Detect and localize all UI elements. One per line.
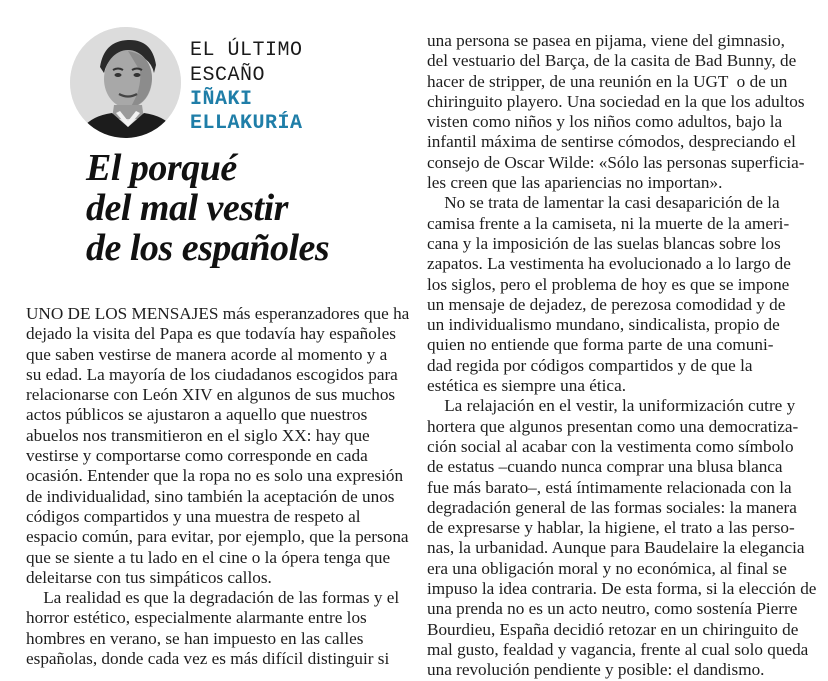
body-text-line: zapatos. La vestimenta ha evolucionado a lo largo de (427, 254, 791, 274)
body-text-line: espacio común, para evitar, por ejemplo, que la persona (26, 527, 409, 547)
headline-line: El porqué (86, 147, 237, 189)
body-text-line: los siglos, pero el problema de hoy es que se impone (427, 274, 790, 294)
body-text-line: que se siente a tu lado en el cine o la ópera tenga que (26, 547, 391, 567)
article-body-right-column (427, 31, 817, 681)
body-text-line: una revolución pendiente y posible: el dandismo. (427, 660, 765, 680)
body-text-line: hombres en verano, se han impuesto en las calles (26, 628, 364, 648)
body-text-line: Bourdieu, España decidió retozar en un chiringuito de (427, 619, 799, 639)
body-text-line: chiringuito playero. Una sociedad en la que los adultos (427, 91, 805, 111)
body-text-line: mal gusto, fealdad y vagancia, frente al cual solo queda (427, 639, 809, 659)
body-text-line: códigos compartidos y una muestra de respeto al (26, 506, 361, 526)
body-text-line: deleitarse con tus simpáticos callos. (26, 567, 272, 587)
body-text-line: consejo de Oscar Wilde: «Sólo las personas superficia- (427, 152, 805, 172)
body-text-line: impuso la idea contraria. De esta forma, si la elección de (427, 579, 817, 599)
section-label (190, 38, 303, 88)
body-text-line: era una obligación moral y no económica, al final se (427, 558, 787, 578)
body-text-line: una prenda no es un acto neutro, como sostenía Pierre (427, 599, 798, 619)
body-text-line: No se trata de lamentar la casi desaparición de la (427, 193, 780, 213)
body-text-line: La relajación en el vestir, la uniformización cutre y (427, 396, 796, 416)
body-text-line: un individualismo mundano, sindicalista, propio de (427, 315, 780, 335)
body-text-line: de individualidad, sino también la aceptación de unos (26, 486, 395, 506)
body-text-line: su edad. La mayoría de los ciudadanos escogidos para (26, 364, 398, 384)
body-text-line: estética es siempre una ética. (427, 376, 626, 396)
author-last-name: ELLAKURÍA (190, 112, 303, 135)
body-text-line: fue más barato–, está íntimamente relacionada con la (427, 477, 792, 497)
body-text-line: relacionarse con León XIV en algunos de sus muchos (26, 385, 396, 405)
body-text-line: de expresarse y hablar, la higiene, el trato a las perso- (427, 518, 795, 538)
body-text-line: infantil máxima de sentirse cómodos, despreciando el (427, 132, 796, 152)
body-text-line: cana y la imposición de las suelas blancas sobre los (427, 233, 781, 253)
body-text-line: vestirse y comportarse como corresponde en cada (26, 446, 368, 466)
body-text-line: que saben vestirse de manera acorde al momento y a (26, 344, 388, 364)
author-portrait-icon (70, 27, 181, 138)
body-text-line: españolas, donde cada vez es más difícil distinguir si (26, 649, 390, 669)
body-text-line: degradación general de las formas sociales: la manera (427, 497, 797, 517)
body-text-line: una persona se pasea en pijama, viene del gimnasio, (427, 31, 785, 50)
headline-line: de los españoles (86, 227, 330, 269)
body-text-line: UNO DE LOS MENSAJES más esperanzadores que ha (26, 304, 410, 323)
body-text-line: dejado la visita del Papa es que todavía hay españoles (26, 324, 396, 344)
author-first-name: IÑAKI (190, 88, 253, 111)
body-text-line: camisa frente a la camiseta, ni la muerte de la ameri- (427, 213, 790, 233)
body-text-line: actos públicos se ajustaron a aquello que nuestros (26, 405, 368, 425)
body-text-line: les creen que las apariencias no importan». (427, 173, 723, 193)
body-text-line: ción social al acabar con la vestimenta como símbolo (427, 436, 794, 456)
body-text-line: un mensaje de dejadez, de perezosa comodidad y de (427, 294, 786, 314)
section-label-line: EL ÚLTIMO (190, 39, 303, 62)
body-text-line: quien no entiende que forma parte de una comuni- (427, 335, 774, 355)
body-text-line: del vestuario del Barça, de la casita de Bad Bunny, de (427, 51, 797, 71)
body-text-line: de estatus –cuando nunca comprar una blusa blanca (427, 457, 783, 477)
headline-line: del mal vestir (86, 187, 288, 229)
body-text-line: hacer de stripper, de una reunión en la UGT o de un (427, 71, 788, 91)
body-text-line: hortera que algunos presentan como una democratiza- (427, 416, 799, 436)
body-text-line: nas, la urbanidad. Aunque para Baudelaire la elegancia (427, 538, 805, 558)
body-text-line: horror estético, especialmente alarmante entre los (26, 608, 367, 628)
body-text-line: La realidad es que la degradación de las formas y el (26, 588, 400, 608)
body-text-line: visten como niños y los niños como adultos, bajo la (427, 112, 783, 132)
body-text-line: abuelos nos transmitieron en el siglo XX: hay que (26, 425, 370, 445)
author-byline (190, 88, 303, 136)
section-label-line: ESCAÑO (190, 64, 266, 87)
article-headline (86, 148, 416, 268)
body-text-line: ocasión. Entender que la ropa no es solo una expresión (26, 466, 404, 486)
article-body-left-column (26, 304, 410, 669)
body-text-line: dad regida por códigos compartidos y de que la (427, 355, 753, 375)
